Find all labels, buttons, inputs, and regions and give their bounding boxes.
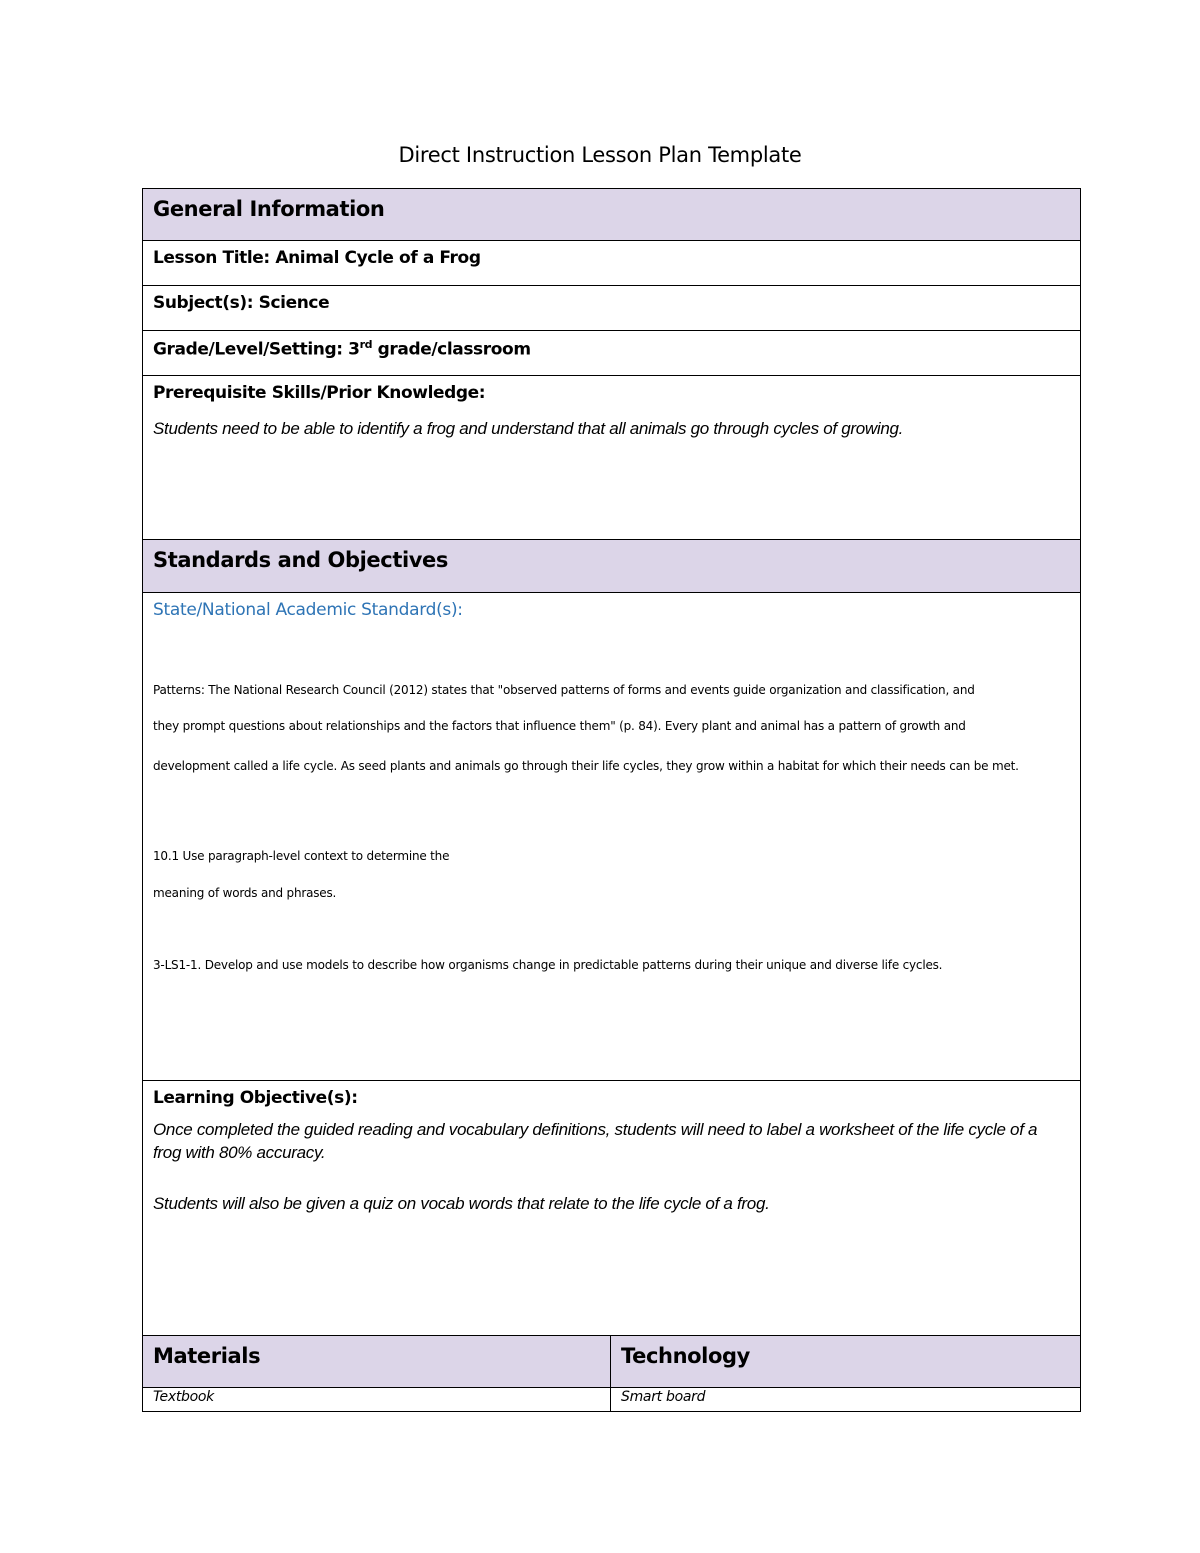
- materials-cell: [143, 1388, 611, 1411]
- general-information-header: [142, 188, 1081, 241]
- materials-header-cell: [143, 1336, 611, 1387]
- general-information-heading: General Information: [153, 197, 385, 221]
- materials-heading: Materials: [153, 1344, 261, 1368]
- patterns-line-3: development called a life cycle. As seed plants and animals go through their life cycles, they grow within a habitat for which their needs can be met.: [153, 759, 1019, 773]
- technology-cell: [611, 1388, 1080, 1411]
- learning-objective-text-1: Once completed the guided reading and vocabulary definitions, students will need to label a worksheet of the life cycle of a frog with 80% accuracy.: [153, 1120, 1038, 1162]
- grade-suffix: grade/classroom: [372, 339, 531, 360]
- grade-prefix: Grade/Level/Setting: 3: [153, 339, 360, 360]
- prerequisite-label: Prerequisite Skills/Prior Knowledge:: [153, 383, 486, 403]
- patterns-line-1: Patterns: The National Research Council (2012) states that "observed patterns of forms and events guide organization and classification, and: [153, 683, 975, 697]
- standards-row: [142, 593, 1081, 1081]
- grade-ordinal: rd: [359, 338, 373, 351]
- standards-objectives-header: [142, 540, 1081, 593]
- state-standards-label: State/National Academic Standard(s):: [153, 600, 463, 620]
- standard-10-1-line-2: meaning of words and phrases.: [153, 886, 337, 900]
- patterns-line-2: they prompt questions about relationships and the factors that influence them" (p. 84). Every plant and animal has a pattern of growth and: [153, 719, 966, 733]
- learning-objective-text-2: Students will also be given a quiz on vocab words that relate to the life cycle of a frog.: [153, 1194, 770, 1213]
- technology-item: Smart board: [621, 1389, 706, 1405]
- prerequisite-text: Students need to be able to identify a frog and understand that all animals go through cycles of growing.: [153, 419, 904, 438]
- learning-objectives-row: [142, 1081, 1081, 1336]
- resources-header-row: [142, 1336, 1081, 1388]
- grade-row: [142, 331, 1081, 376]
- standards-objectives-heading: Standards and Objectives: [153, 548, 448, 572]
- resources-row: [142, 1388, 1081, 1412]
- lesson-title-row: [142, 241, 1081, 286]
- technology-header-cell: [611, 1336, 1080, 1387]
- technology-heading: Technology: [621, 1344, 750, 1368]
- standard-3-ls1-1: 3-LS1-1. Develop and use models to describe how organisms change in predictable patterns during their unique and diverse life cycles.: [153, 958, 943, 972]
- materials-item: Textbook: [153, 1389, 214, 1405]
- prerequisite-row: [142, 376, 1081, 540]
- subjects-row: [142, 286, 1081, 331]
- learning-objectives-label: Learning Objective(s):: [153, 1088, 358, 1108]
- grade-field: [153, 338, 1070, 360]
- standard-10-1-line-1: 10.1 Use paragraph-level context to determine the: [153, 849, 450, 863]
- page-title: Direct Instruction Lesson Plan Template: [398, 143, 802, 167]
- lesson-title-field: Lesson Title: Animal Cycle of a Frog: [153, 248, 481, 268]
- subjects-field: Subject(s): Science: [153, 293, 330, 313]
- lesson-plan-form: [142, 188, 1081, 1412]
